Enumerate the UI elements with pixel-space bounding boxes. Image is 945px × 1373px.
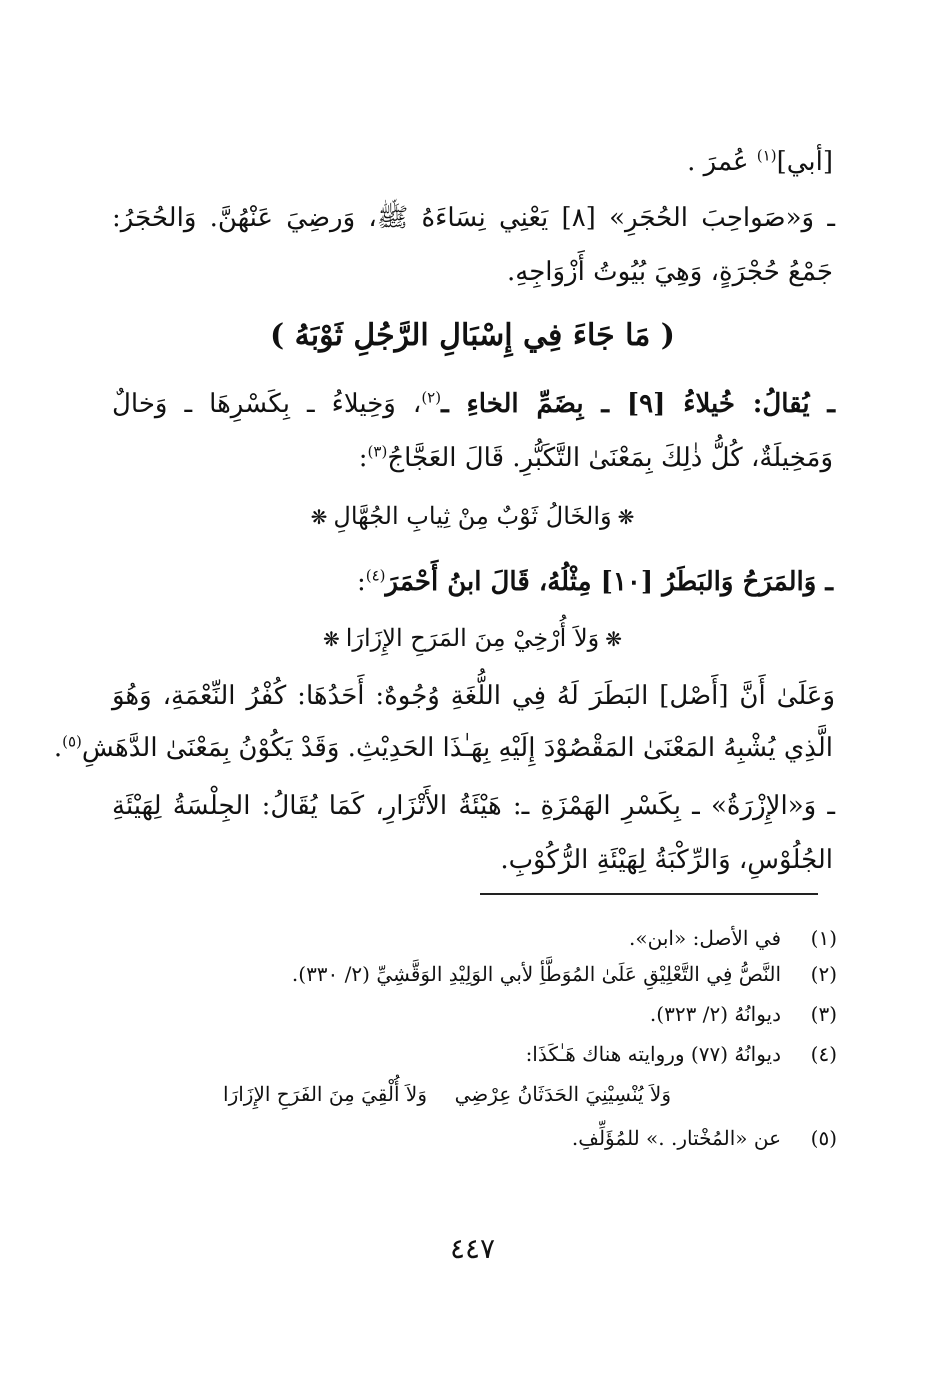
section-heading: ( مَا جَاءَ فِي إِسْبَالِ الرَّجُلِ ثَوْبَهُ ) bbox=[270, 318, 675, 353]
ornament-icon: ❋ bbox=[617, 505, 635, 529]
footnote-ref-4: (٤) bbox=[365, 566, 386, 585]
paragraph-2-line-2 bbox=[359, 438, 833, 478]
poem-hemistich-1: وَلاَ يُنْسِيْنِيَ الحَدَثَانُ عِرْضِي bbox=[454, 1082, 671, 1106]
p2-line2-end: : bbox=[358, 443, 368, 473]
verse-1-text: وَالخَالُ ثَوْبٌ مِنْ ثِيابِ الجُهَّالِ bbox=[333, 502, 612, 530]
paragraph-3 bbox=[357, 562, 833, 602]
footnote-number: (٢) bbox=[810, 962, 837, 986]
ornament-icon: ❋ bbox=[322, 627, 340, 651]
footnote-text: ديوانُهُ (٧٧) وروايته هناك هَـٰكَذَا: bbox=[525, 1042, 781, 1066]
footnote-ref-5: (٥) bbox=[62, 732, 82, 751]
footnote-1 bbox=[629, 922, 837, 954]
paragraph-4-line-1: وَعَلَىٰ أَنَّ [أَصْل] البَطَرَ لَهُ فِي اللُّغَةِ وُجُوهٌ: أَحَدُهَا: كُفْرُ النِّعْمَةِ، وَهُوَ bbox=[112, 681, 835, 711]
p2-line1-text: ـ يُقالُ: خُيلاءُ [٩] ـ بِضَمِّ الخاءِ ـ bbox=[441, 389, 836, 419]
p3-text: ـ وَالمَرَحُ وَالبَطَرُ [١٠] مِثْلُهُ، قَالَ ابنُ أَحْمَرَ bbox=[385, 567, 833, 597]
footnote-text: عن «المُخْتار. .» للمُؤَلِّفِ. bbox=[571, 1126, 781, 1150]
footnote-number: (٥) bbox=[810, 1126, 837, 1150]
paragraph-4-line-2 bbox=[54, 728, 833, 768]
footnote-5 bbox=[572, 1122, 837, 1154]
poem-hemistich-2: وَلاَ أُلْقِيَ مِنَ الفَرَحِ الإِزَارَا bbox=[223, 1082, 427, 1106]
footnote-divider bbox=[480, 893, 818, 895]
footnote-number: (٤) bbox=[810, 1042, 837, 1066]
verse-2 bbox=[0, 618, 945, 659]
footnote-text: ديوانُهُ (٢/ ٣٢٣). bbox=[649, 1002, 781, 1026]
paragraph-1-line-1: ـ وَ«صَواحِبَ الحُجَرِ» [٨] يَعْنِي نِسَاءَهُ ﷺ، وَرضِيَ عَنْهُنَّ. وَالحُجَرُ: bbox=[112, 203, 835, 233]
line1-end: عُمرَ . bbox=[687, 147, 757, 177]
p4-line2-text: الَّذِي يُشْبِهُ المَعْنَىٰ المَقْصُوْدَ إِلَيْهِ بِهَـٰذَا الحَدِيْثِ. وَقَدْ يَكُوْنُ بِمَعْنَىٰ الدَّهَشِ bbox=[81, 733, 833, 763]
text-line-1 bbox=[687, 142, 833, 182]
footnote-3 bbox=[650, 998, 837, 1030]
footnote-ref-2: (٢) bbox=[421, 388, 442, 407]
page-number: ٤٤٧ bbox=[449, 1232, 496, 1265]
footnote-number: (١) bbox=[810, 926, 837, 950]
paragraph-1-line-2: جَمْعُ حُجْرَةٍ، وَهِيَ بُيُوتُ أَزْوَاجِهِ. bbox=[507, 257, 833, 287]
footnote-ref-3: (٣) bbox=[367, 442, 388, 461]
p3-end: : bbox=[356, 567, 366, 597]
verse-2-text: وَلاَ أُرْخِيْ مِنَ المَرَحِ الإِزَارَا bbox=[345, 624, 600, 652]
paragraph-2-line-1 bbox=[112, 384, 835, 424]
line1-text: [أبي] bbox=[776, 147, 833, 177]
paragraph-5-line-1: ـ وَ«الإِزْرَةُ» ـ بِكَسْرِ الهَمْزَةِ ـ: هَيْئَةُ الأَتْزَارِ، كَمَا يُقَالُ: الجِلْسَةُ لِهَيْئَةِ bbox=[112, 791, 835, 821]
footnote-2 bbox=[292, 958, 837, 990]
p2-line2-text: وَمَخِيلَةٌ، كُلُّ ذٰلِكَ بِمَعْنَىٰ التَّكَبُّرِ. قَالَ العَجَّاجُ bbox=[387, 443, 833, 473]
p2-line1-end: ، وَخِيلاءُ ـ بِكَسْرِهَا ـ وَخالٌ bbox=[112, 389, 422, 419]
verse-1 bbox=[0, 496, 945, 537]
footnote-text: في الأصل: «ابن». bbox=[629, 926, 781, 950]
ornament-icon: ❋ bbox=[605, 627, 622, 651]
footnote-ref-1: (١) bbox=[756, 146, 777, 165]
footnote-text: النَّصُّ فِي التَّعْلِيْقِ عَلَىٰ المُوَطَّأِ لأبي الوَلِيْدِ الوَقَّشِيِّ (٢/ ٣٣٠). bbox=[291, 962, 781, 986]
p4-line2-end: . bbox=[53, 733, 63, 763]
footnote-4 bbox=[526, 1038, 837, 1070]
footnote-number: (٣) bbox=[810, 1002, 837, 1026]
ornament-icon: ❋ bbox=[310, 505, 328, 529]
paragraph-5-line-2: الجُلُوْسِ، وَالرِّكْبَةُ لِهَيْئَةِ الرُّكُوْبِ. bbox=[500, 845, 833, 875]
